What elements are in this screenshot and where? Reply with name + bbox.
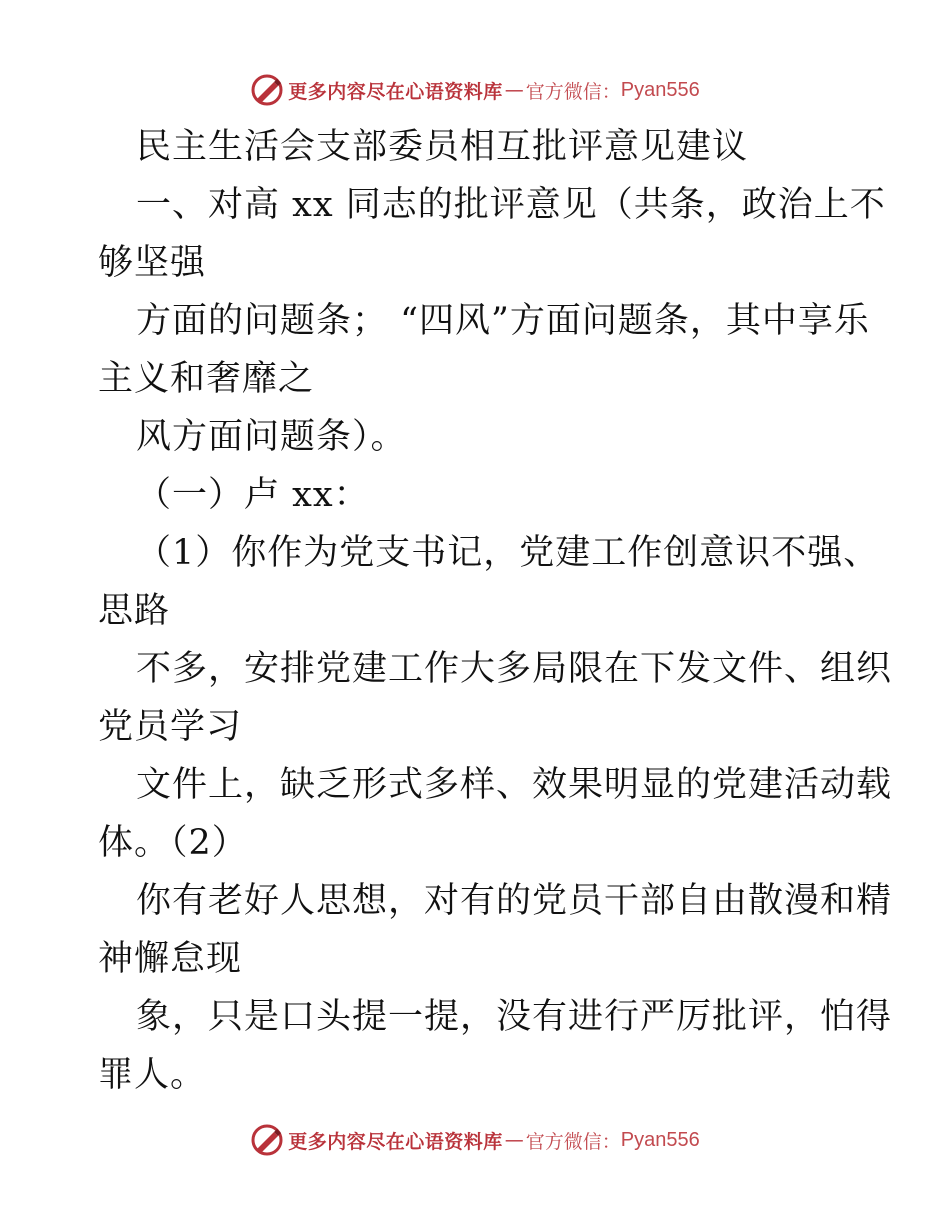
document-body: [98, 118, 893, 1104]
pen-logo-icon: [250, 1123, 284, 1157]
banner-text: 更多内容尽在心语资料库: [288, 1130, 503, 1153]
text-line: （1）你作为党支书记，党建工作创意识不强、: [136, 533, 880, 573]
text-line: 方面的问题条； “四风”方面问题条，其中享乐: [136, 301, 870, 341]
text-line: 象，只是口头提一提，没有进行严厉批评，怕得: [136, 997, 893, 1037]
wechat-label: 官方微信：: [525, 80, 621, 103]
text-line: 神懈怠现: [98, 939, 243, 979]
text-line: 不多，安排党建工作大多局限在下发文件、组织: [136, 649, 893, 689]
text-line: 主义和奢靡之: [98, 359, 315, 399]
wechat-id: Pyan556: [620, 78, 700, 101]
text-line: 民主生活会支部委员相互批评意见建议: [136, 127, 749, 167]
text-line: 够坚强: [98, 243, 207, 283]
banner-dash: —: [504, 1129, 524, 1151]
footer-banner: [0, 1120, 950, 1160]
text-line: （一）卢 xx：: [136, 475, 370, 515]
banner-dash: —: [504, 79, 524, 101]
text-line: 一、对高 xx 同志的批评意见（共条，政治上不: [136, 185, 886, 225]
text-line: 风方面问题条）。: [136, 417, 407, 457]
banner-text: 更多内容尽在心语资料库: [288, 80, 503, 103]
wechat-label: 官方微信：: [525, 1130, 621, 1153]
text-line: 思路: [98, 591, 171, 631]
text-line: 你有老好人思想，对有的党员干部自由散漫和精: [136, 881, 893, 921]
header-banner: [0, 70, 950, 110]
text-line: 体。（2）: [98, 823, 248, 863]
text-line: 文件上，缺乏形式多样、效果明显的党建活动载: [136, 765, 893, 805]
text-line: 党员学习: [98, 707, 243, 747]
pen-logo-icon: [250, 73, 284, 107]
text-line: 罪人。: [98, 1055, 207, 1095]
wechat-id: Pyan556: [620, 1128, 700, 1151]
